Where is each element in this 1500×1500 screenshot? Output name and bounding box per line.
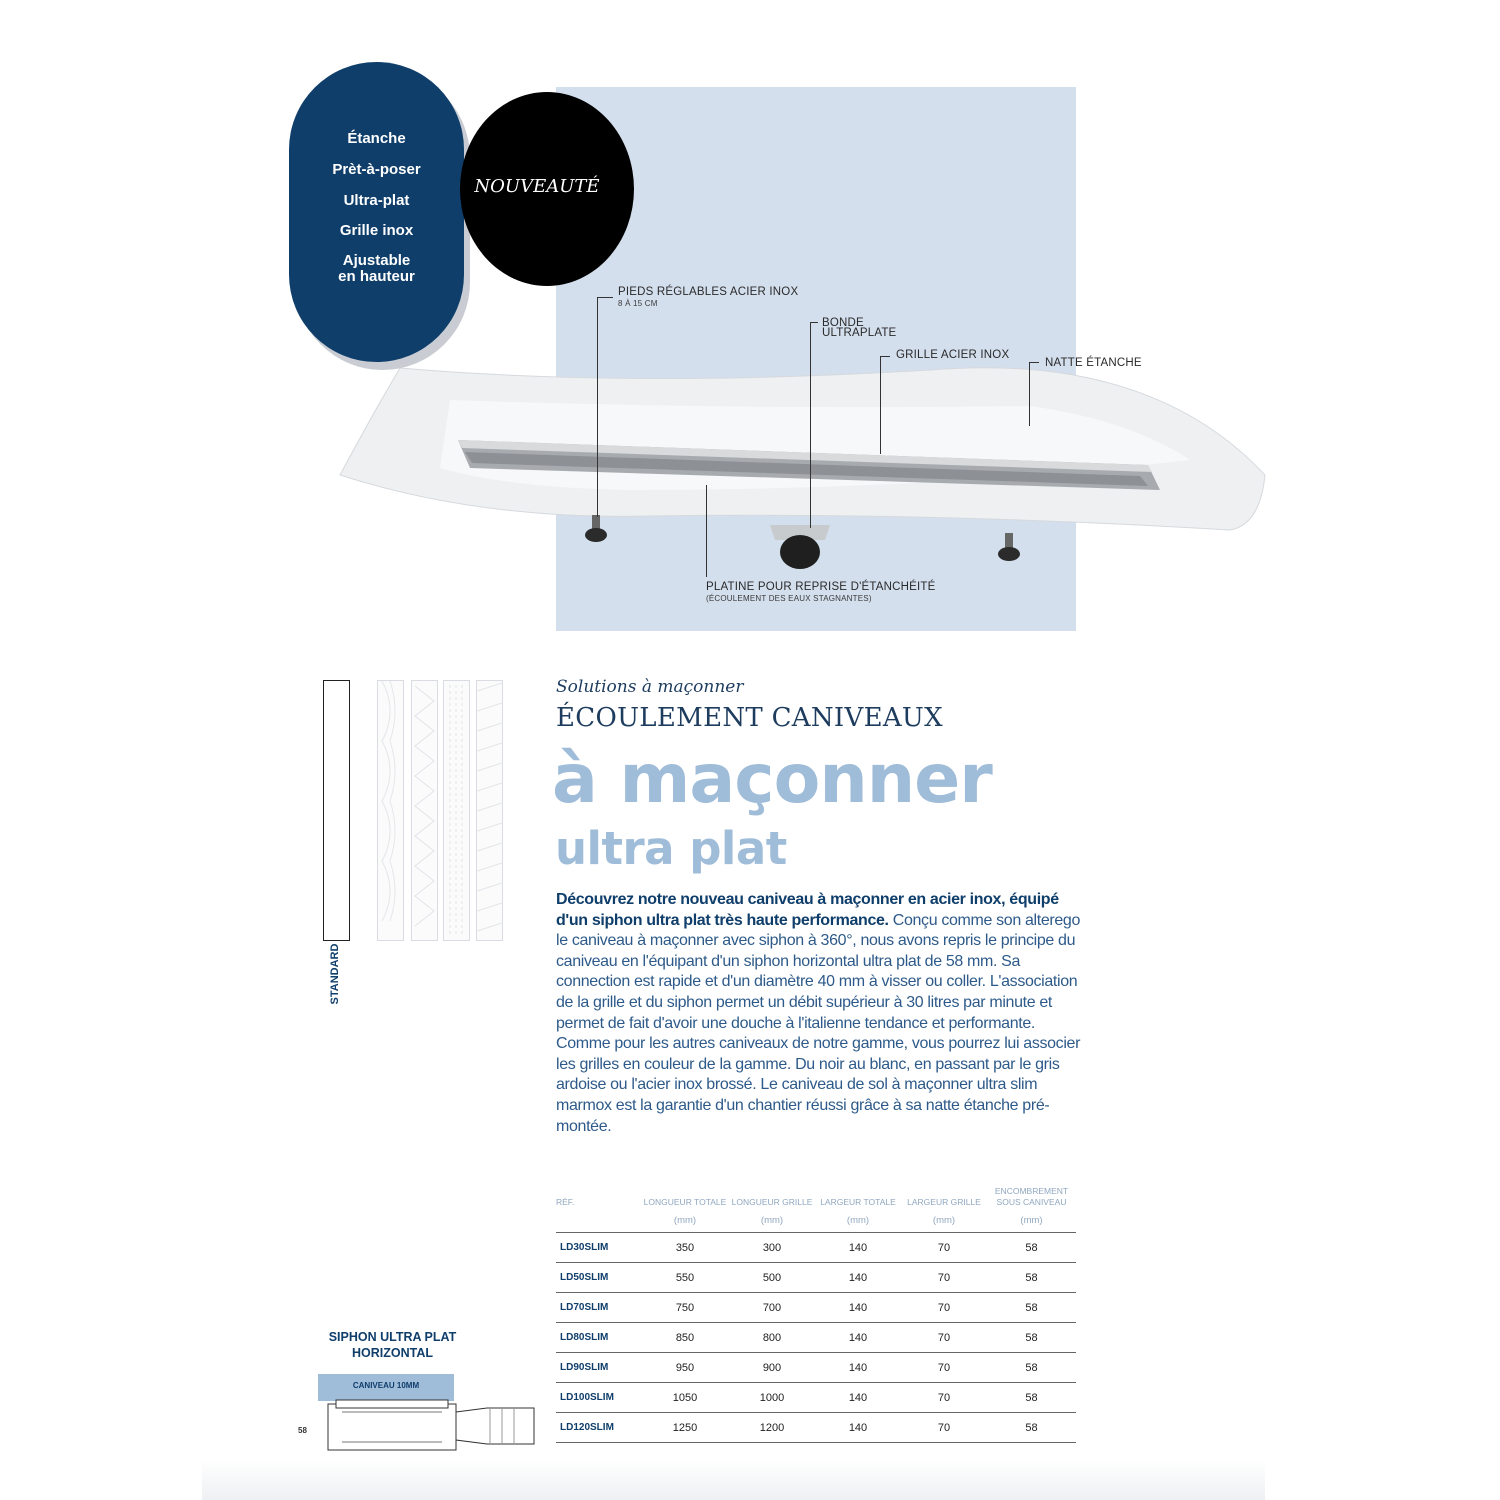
grille-swatch-slots (443, 680, 470, 941)
grille-swatch-zigzag (411, 680, 438, 941)
table-row (556, 1413, 1076, 1443)
cell: 500 (729, 1263, 815, 1293)
swatch-lines-pattern (477, 681, 502, 940)
callout-line-natte (1029, 362, 1030, 426)
callout-natte: NATTE ÉTANCHE (1045, 357, 1142, 369)
cell-ref: LD70SLIM (556, 1293, 641, 1323)
table-row (556, 1323, 1076, 1353)
unit-cell: (mm) (846, 1214, 870, 1226)
cell: 70 (901, 1353, 987, 1383)
big-subtitle: ultra plat (555, 822, 787, 875)
cell: 70 (901, 1413, 987, 1443)
grille-swatch-lines (476, 680, 503, 941)
cell: 850 (641, 1323, 729, 1353)
table-row (556, 1233, 1076, 1263)
feature-etanche: Étanche (347, 130, 406, 147)
callout-line-pieds (597, 297, 598, 517)
cell: 140 (815, 1383, 901, 1413)
foot-left (585, 528, 607, 542)
page-bottom-shade (202, 1460, 1265, 1500)
cell: 350 (641, 1233, 729, 1263)
unit-cell (556, 1208, 641, 1233)
cell: 58 (987, 1233, 1076, 1263)
siphon-title-line1: SIPHON ULTRA PLAT (328, 1330, 457, 1344)
cell: 70 (901, 1233, 987, 1263)
siphon-flange (336, 1400, 448, 1408)
feature-en-hauteur: en hauteur (338, 268, 415, 285)
siphon-body (328, 1404, 456, 1450)
unit-cell: (mm) (760, 1214, 784, 1226)
bonde-ultraplate-siphon (780, 535, 820, 569)
table-row (556, 1353, 1076, 1383)
cell-ref: LD90SLIM (556, 1353, 641, 1383)
col-largeur-grille: LARGEUR GRILLE (907, 1197, 981, 1207)
cell: 58 (987, 1413, 1076, 1443)
cell: 1050 (641, 1383, 729, 1413)
callout-bonde-line2: ULTRAPLATE (822, 327, 897, 339)
feature-grille-inox: Grille inox (339, 222, 414, 239)
table-row (556, 1383, 1076, 1413)
callout-grille: GRILLE ACIER INOX (896, 349, 1010, 361)
feature-pret-a-poser: Prèt-à-poser (332, 161, 421, 178)
caniveau-depth-label: CANIVEAU 10MM (352, 1381, 420, 1390)
callout-tick-pieds (597, 297, 613, 298)
callout-line-platine (706, 485, 707, 577)
swatch-slots-pattern (444, 681, 469, 940)
callout-pieds-sub: 8 À 15 CM (618, 299, 658, 308)
table-row (556, 1263, 1076, 1293)
cell: 750 (641, 1293, 729, 1323)
callout-tick-natte (1029, 362, 1039, 363)
cell: 550 (641, 1263, 729, 1293)
cell: 140 (815, 1353, 901, 1383)
cell: 140 (815, 1413, 901, 1443)
cell-ref: LD80SLIM (556, 1323, 641, 1353)
col-longueur-totale: LONGUEUR TOTALE (643, 1197, 727, 1207)
cell: 58 (987, 1263, 1076, 1293)
body-description: Conçu comme son alterego le caniveau à maçonner avec siphon à 360°, nous avons repris le principe du caniveau en l'équipant d'un siphon horizontal ultra plat de 58 mm. Sa connection est rapide et d'un diamètre 40 mm à visser ou coller. L'association de la grille et du siphon permet un débit supérieur à 30 litres par minute et permet de fait d'avoir une douche à l'italienne tendance et performante. Comme pour les autres caniveaux de notre gamme, vous pourrez lui associer les grilles en couleur de la gamme. Du noir au blanc, en passant par le gris ardoise ou l'acier inox brossé. Le caniveau de sol à maçonner ultra slim marmox est la garantie d'un chantier réussi grâce à sa natte étanche pré-montée. (556, 911, 1081, 1135)
cell: 950 (641, 1353, 729, 1383)
cell: 1250 (641, 1413, 729, 1443)
cell: 58 (987, 1353, 1076, 1383)
unit-cell: (mm) (673, 1214, 697, 1226)
cell-ref: LD120SLIM (556, 1413, 641, 1443)
unit-cell: (mm) (932, 1214, 956, 1226)
body-paragraph (556, 890, 1081, 1137)
cell: 58 (987, 1323, 1076, 1353)
callout-tick-grille (880, 356, 890, 357)
page-number: 58 (298, 1426, 307, 1435)
features-pill (289, 62, 464, 362)
siphon-title-line2: HORIZONTAL (351, 1346, 433, 1360)
callout-platine: PLATINE POUR REPRISE D'ÉTANCHÉITÉ (706, 581, 936, 593)
col-ref: RÉF. (556, 1197, 575, 1207)
cell: 1000 (729, 1383, 815, 1413)
table-row (556, 1293, 1076, 1323)
cell: 58 (987, 1383, 1076, 1413)
swatch-wave-pattern (378, 681, 403, 940)
col-largeur-totale: LARGEUR TOTALE (820, 1197, 896, 1207)
spec-table (556, 1186, 1076, 1443)
cell: 70 (901, 1323, 987, 1353)
grille-swatch-standard-label: STANDARD (329, 943, 341, 1005)
feature-ultra-plat: Ultra-plat (343, 192, 410, 209)
callout-platine-sub: (ÉCOULEMENT DES EAUX STAGNANTES) (706, 594, 872, 603)
siphon-diagram (312, 1398, 542, 1460)
col-longueur-grille: LONGUEUR GRILLE (731, 1197, 813, 1207)
unit-cell: (mm) (1020, 1214, 1043, 1226)
cell: 70 (901, 1263, 987, 1293)
big-title: à maçonner (552, 740, 992, 819)
siphon-inner-lines (342, 1412, 442, 1442)
callout-bonde-line1: BONDE (822, 317, 864, 329)
cell: 70 (901, 1293, 987, 1323)
body-intro-bold: Découvrez notre nouveau caniveau à maçonner en acier inox, équipé d'un siphon ultra plat très haute performance. (556, 891, 1059, 929)
cell: 700 (729, 1293, 815, 1323)
section-heading: ÉCOULEMENT CANIVEAUX (556, 703, 943, 733)
cell: 140 (815, 1263, 901, 1293)
callout-line-grille (880, 356, 881, 454)
callout-tick-bonde (810, 322, 818, 323)
new-badge-label: NOUVEAUTÉ (474, 176, 600, 197)
cell-ref: LD50SLIM (556, 1263, 641, 1293)
cell: 140 (815, 1293, 901, 1323)
section-subtitle: Solutions à maçonner (556, 677, 744, 697)
cell: 900 (729, 1353, 815, 1383)
swatch-zigzag-pattern (412, 681, 437, 940)
grille-swatch-standard (323, 680, 350, 941)
cell: 140 (815, 1233, 901, 1263)
cell: 800 (729, 1323, 815, 1353)
table-units-row (556, 1208, 1076, 1233)
product-photo-drain (330, 340, 1270, 580)
cell: 300 (729, 1233, 815, 1263)
col-encombrement: ENCOMBREMENT SOUS CANIVEAU (994, 1186, 1069, 1207)
callout-pieds: PIEDS RÉGLABLES ACIER INOX (618, 286, 799, 298)
callout-line-bonde (810, 322, 811, 528)
siphon-title (320, 1329, 465, 1361)
feature-ajustable: Ajustable (342, 252, 411, 269)
foot-right (998, 547, 1020, 561)
table-header-row (556, 1186, 1076, 1208)
cell-ref: LD100SLIM (556, 1383, 641, 1413)
cell: 140 (815, 1323, 901, 1353)
siphon-outlet (456, 1408, 534, 1444)
cell: 58 (987, 1293, 1076, 1323)
grille-swatch-wave (377, 680, 404, 941)
cell-ref: LD30SLIM (556, 1233, 641, 1263)
cell: 1200 (729, 1413, 815, 1443)
cell: 70 (901, 1383, 987, 1413)
